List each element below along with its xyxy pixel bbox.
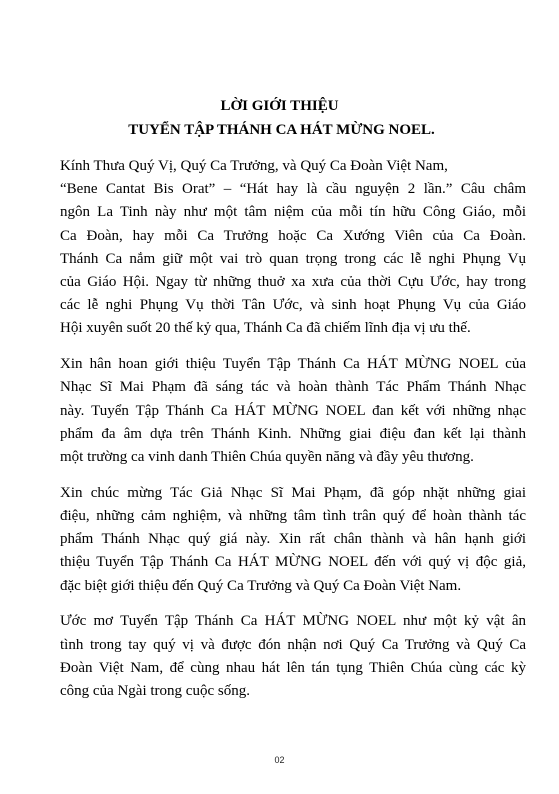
page-title: LỜI GIỚI THIỆU [220,98,339,114]
text-line: thiệu Tuyển Tập Thánh Ca HÁT MỪNG NOEL đến với quý vị độc giả, [60,554,526,571]
page-subtitle: TUYỂN TẬP THÁNH CA HÁT MỪNG NOEL. [128,122,435,138]
text-line: này. Tuyển Tập Thánh Ca HÁT MỪNG NOEL đan kết với những nhạc [60,402,526,419]
text-line: ngôn La Tinh này như một tâm niệm của mỗi tín hữu Công Giáo, mỗi [60,204,526,221]
text-line: các lễ nghi Phụng Vụ thời Tân Ước, và sinh hoạt Phụng Vụ của Giáo [60,297,526,314]
paragraph-greeting [60,155,526,341]
text-line: Đoàn Việt Nam, để cùng nhau hát lên tán tụng Thiên Chúa cùng các kỳ [60,659,526,676]
body-content [60,155,526,716]
text-line: tình trong tay quý vị và được đón nhận nơi Quý Ca Trưởng và Quý Ca [60,636,526,653]
title-block [0,94,559,142]
text-line: Xin chúc mừng Tác Giả Nhạc Sĩ Mai Phạm, đã góp nhặt những giai [60,484,526,501]
text-line: “Bene Cantat Bis Orat” – “Hát hay là cầu nguyện 2 lần.” Câu châm [60,181,526,198]
paragraph-congratulations [60,482,526,598]
text-line: công của Ngài trong cuộc sống. [60,683,250,700]
text-line: Kính Thưa Quý Vị, Quý Ca Trưởng, và Quý Ca Đoàn Việt Nam, [60,158,448,174]
text-line: Thánh Ca nắm giữ một vai trò quan trọng trong các lễ nghi Phụng Vụ [60,250,526,267]
paragraph-closing [60,610,526,703]
text-line: phẩm đa âm dựa trên Thánh Kinh. Những giai điệu đan kết lại thành [60,425,526,442]
text-line: Hội xuyên suốt 20 thế kỷ qua, Thánh Ca đã chiếm lĩnh địa vị ưu thế. [60,320,471,337]
text-line: Ca Đoàn, hay mỗi Ca Trưởng hoặc Ca Xướng Viên của Ca Đoàn. [60,227,526,244]
text-line: phẩm Thánh Nhạc quý giá này. Xin rất chân thành và hân hạnh giới [60,531,526,548]
paragraph-introduction [60,353,526,469]
text-line: Ước mơ Tuyển Tập Thánh Ca HÁT MỪNG NOEL như một kỷ vật ân [60,613,526,630]
text-line: đặc biệt giới thiệu đến Quý Ca Trưởng và Quý Ca Đoàn Việt Nam. [60,577,462,594]
page-number: 02 [274,755,285,765]
text-line: Nhạc Sĩ Mai Phạm đã sáng tác và hoàn thành Tác Phẩm Thánh Nhạc [60,379,526,396]
text-line: của Giáo Hội. Ngay từ những thuở xa xưa của thời Cựu Ước, hay trong [60,274,526,291]
text-line: Xin hân hoan giới thiệu Tuyển Tập Thánh Ca HÁT MỪNG NOEL của [60,356,526,373]
text-line: một trường ca vinh danh Thiên Chúa quyền năng và đầy yêu thương. [60,449,474,466]
text-line: điệu, những cảm nghiệm, và những tâm tình trân quý để hoàn thành tác [60,508,526,525]
